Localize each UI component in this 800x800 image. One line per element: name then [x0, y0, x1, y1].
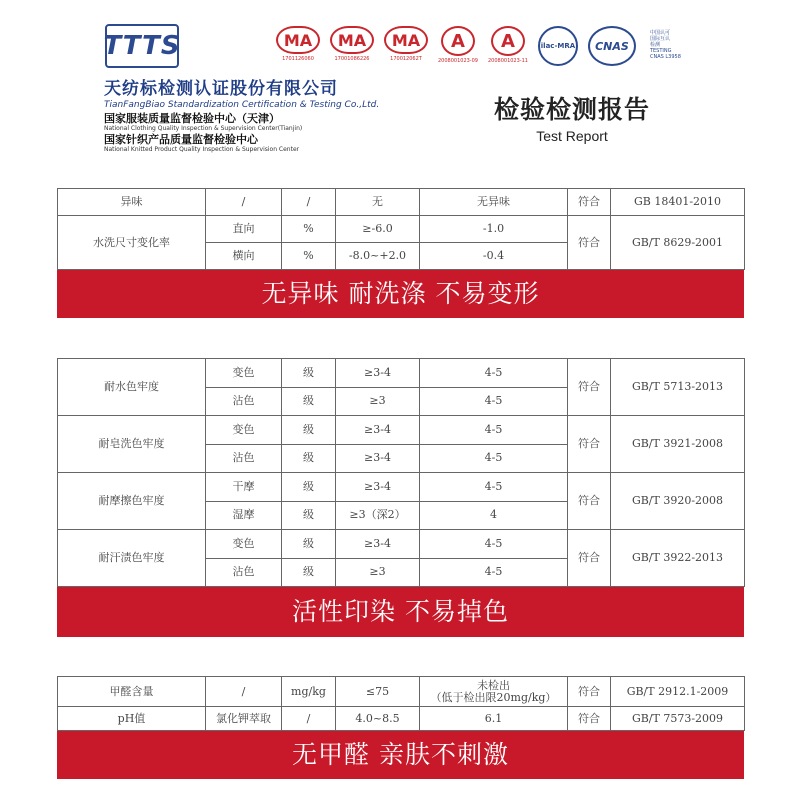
unit-cell: 级	[282, 444, 336, 473]
requirement-cell: ≤75	[336, 677, 420, 707]
sub-item-cell: /	[206, 189, 282, 216]
requirement-cell: 无	[336, 189, 420, 216]
banner-formaldehyde: 无甲醛 亲肤不刺激	[57, 731, 744, 779]
cma-mark-icon: MA 170012062T	[384, 26, 428, 62]
table-row	[58, 530, 745, 559]
unit-cell: %	[282, 243, 336, 270]
center1-cn: 国家服装质量监督检验中心（天津）	[104, 112, 280, 125]
result-cell: 4-5	[420, 530, 568, 559]
unit-cell: /	[282, 707, 336, 731]
cal-mark-icon: A 2008001023-09	[438, 26, 478, 64]
table-row	[58, 473, 745, 502]
sub-item-cell: 变色	[206, 416, 282, 445]
unit-cell: 级	[282, 473, 336, 502]
sub-item-cell: 横向	[206, 243, 282, 270]
requirement-cell: ≥3（深2）	[336, 501, 420, 530]
result-cell: -1.0	[420, 216, 568, 243]
cnas-caption: 中国认可 国际互认 检测 TESTING CNAS L3958	[649, 30, 681, 60]
unit-cell: %	[282, 216, 336, 243]
result-cell: 4-5	[420, 359, 568, 388]
report-title-cn: 检验检测报告	[494, 95, 651, 124]
item-cell: pH值	[58, 707, 206, 731]
result-cell: 4-5	[420, 558, 568, 587]
result-cell	[420, 677, 568, 707]
item-cell: 甲醛含量	[58, 677, 206, 707]
item-cell: 耐皂洗色牢度	[58, 416, 206, 473]
report-title-en: Test Report	[536, 128, 608, 144]
table-row	[58, 359, 745, 388]
sub-item-cell: /	[206, 677, 282, 707]
unit-cell: 级	[282, 359, 336, 388]
unit-cell: 级	[282, 387, 336, 416]
result-cell: 4	[420, 501, 568, 530]
certification-marks	[276, 26, 681, 66]
standard-cell: GB/T 3922-2013	[611, 530, 745, 587]
table-row	[58, 707, 745, 731]
result-cell: 无异味	[420, 189, 568, 216]
result-cell: 4-5	[420, 416, 568, 445]
company-name	[104, 74, 379, 110]
standard-cell: GB/T 5713-2013	[611, 359, 745, 416]
table-row	[58, 216, 745, 243]
item-cell: 水洗尺寸变化率	[58, 216, 206, 270]
judgement-cell: 符合	[568, 189, 611, 216]
requirement-cell: ≥3-4	[336, 359, 420, 388]
judgement-cell: 符合	[568, 677, 611, 707]
requirement-cell: -8.0~+2.0	[336, 243, 420, 270]
sub-item-cell: 沾色	[206, 444, 282, 473]
sub-item-cell: 沾色	[206, 387, 282, 416]
cal-mark-icon: A 2008001023-11	[488, 26, 528, 64]
table-row	[58, 189, 745, 216]
judgement-cell: 符合	[568, 416, 611, 473]
result-cell: 4-5	[420, 444, 568, 473]
requirement-cell: ≥3-4	[336, 473, 420, 502]
standard-cell: GB/T 2912.1-2009	[611, 677, 745, 707]
table-row	[58, 677, 745, 707]
requirement-cell: 4.0~8.5	[336, 707, 420, 731]
center1-en: National Clothing Quality Inspection & Supervision Center(Tianjin)	[104, 125, 303, 132]
unit-cell: 级	[282, 416, 336, 445]
sub-item-cell: 氯化钾萃取	[206, 707, 282, 731]
section-colorfastness	[57, 358, 744, 637]
requirement-cell: ≥3	[336, 558, 420, 587]
unit-cell: 级	[282, 501, 336, 530]
result-cell: 4-5	[420, 387, 568, 416]
requirement-cell: ≥-6.0	[336, 216, 420, 243]
standard-cell: GB/T 3921-2008	[611, 416, 745, 473]
section-formaldehyde-ph	[57, 676, 744, 779]
company-name-en: TianFangBiao Standardization Certification & Testing Co.,Ltd.	[104, 100, 380, 110]
result-cell: -0.4	[420, 243, 568, 270]
requirement-cell: ≥3-4	[336, 530, 420, 559]
center2-en: National Knitted Product Quality Inspection & Supervision Center	[104, 146, 300, 153]
item-cell: 耐汗渍色牢度	[58, 530, 206, 587]
result-line-2: （低于检出限20mg/kg）	[430, 690, 557, 704]
standard-cell: GB/T 3920-2008	[611, 473, 745, 530]
judgement-cell: 符合	[568, 473, 611, 530]
sub-item-cell: 沾色	[206, 558, 282, 587]
sub-item-cell: 变色	[206, 530, 282, 559]
section-odor-shrinkage	[57, 188, 744, 318]
result-cell: 4-5	[420, 473, 568, 502]
result-cell: 6.1	[420, 707, 568, 731]
results-table-2	[57, 358, 745, 587]
results-table-1	[57, 188, 745, 270]
center-names	[104, 112, 302, 154]
cnas-icon: CNAS	[588, 26, 636, 66]
sub-item-cell: 变色	[206, 359, 282, 388]
results-table-3	[57, 676, 745, 731]
item-cell: 耐水色牢度	[58, 359, 206, 416]
judgement-cell: 符合	[568, 530, 611, 587]
banner-colorfastness: 活性印染 不易掉色	[57, 587, 744, 637]
item-cell: 异味	[58, 189, 206, 216]
ilac-mra-icon: ilac-MRA	[538, 26, 578, 66]
unit-cell: 级	[282, 530, 336, 559]
table-row	[58, 416, 745, 445]
unit-cell: mg/kg	[282, 677, 336, 707]
cma-mark-icon: MA 1701126060	[276, 26, 320, 62]
company-name-cn: 天纺标检测认证股份有限公司	[104, 79, 338, 99]
sub-item-cell: 干摩	[206, 473, 282, 502]
unit-cell: /	[282, 189, 336, 216]
standard-cell: GB 18401-2010	[611, 189, 745, 216]
item-cell: 耐摩擦色牢度	[58, 473, 206, 530]
ttts-logo	[105, 24, 179, 68]
report-title	[494, 90, 650, 144]
standard-cell: GB/T 7573-2009	[611, 707, 745, 731]
judgement-cell: 符合	[568, 707, 611, 731]
requirement-cell: ≥3-4	[336, 444, 420, 473]
result-line-1: 未检出	[477, 678, 510, 692]
cma-mark-icon: MA 17001086226	[330, 26, 374, 62]
judgement-cell: 符合	[568, 216, 611, 270]
logo-text: TTTS	[103, 31, 181, 61]
judgement-cell: 符合	[568, 359, 611, 416]
banner-odor: 无异味 耐洗涤 不易变形	[57, 270, 744, 318]
sub-item-cell: 直向	[206, 216, 282, 243]
center2-cn: 国家针织产品质量监督检验中心	[104, 133, 258, 146]
requirement-cell: ≥3-4	[336, 416, 420, 445]
requirement-cell: ≥3	[336, 387, 420, 416]
standard-cell: GB/T 8629-2001	[611, 216, 745, 270]
sub-item-cell: 湿摩	[206, 501, 282, 530]
unit-cell: 级	[282, 558, 336, 587]
